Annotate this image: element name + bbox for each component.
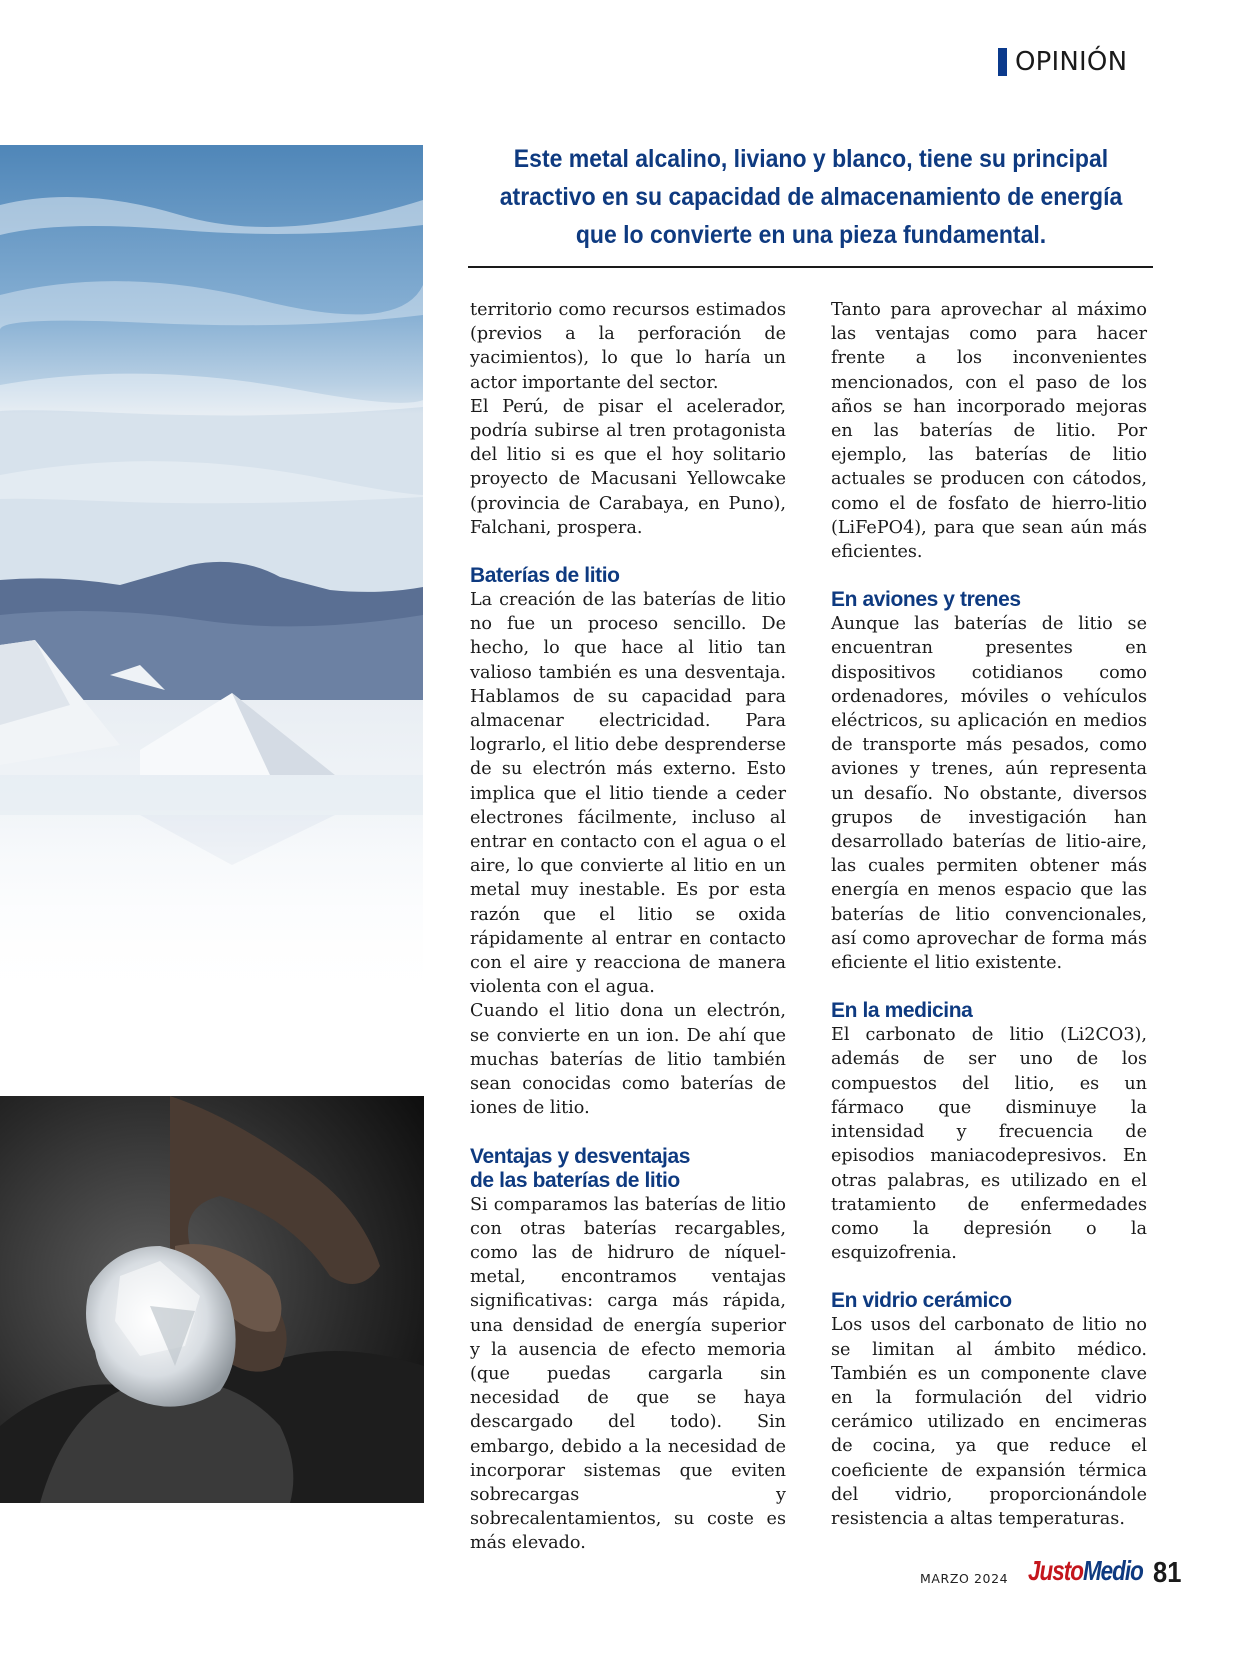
left-column — [470, 298, 786, 1556]
paragraph: Tanto para aprovechar al máximo las ventajas como para hacer frente a los inconvenientes mencionados, con el paso de los años se han incorporado mejoras en las baterías de litio. Por ejemplo, las baterías de litio actuales se producen con cátodos, como el de fosfato de hierro-litio (LiFePO4), para que sean aún más eficientes. — [831, 300, 1147, 563]
heading-vidrio: En vidrio cerámico — [831, 1289, 1012, 1313]
page-number: 81 — [1153, 1557, 1182, 1589]
heading-ventajas-line1: Ventajas y desventajas — [470, 1144, 691, 1168]
paragraph: Los usos del carbonato de litio no se limitan al ámbito médico. También es un componente clave en la formulación del vidrio cerámico utilizado en encimeras de cocina, ya que reduce el coeficiente de expansión térmica del vidrio, proporcionándole resistencia a altas temperaturas. — [831, 1315, 1147, 1529]
heading-ventajas — [470, 1145, 786, 1193]
paragraph: El Perú, de pisar el acelerador, podría subirse al tren protagonista del litio si es que el hoy solitario proyecto de Macusani Yellowcake (provincia de Carabaya, en Puno), Falchani, prospera. — [470, 396, 786, 538]
footer — [920, 1555, 1180, 1595]
logo-part-medio: Medio — [1082, 1555, 1143, 1586]
heading-aviones: En aviones y trenes — [831, 588, 1021, 612]
paragraph: Cuando el litio dona un electrón, se convierte en un ion. De ahí que muchas baterías de litio también sean conocidas como baterías de iones de litio. — [470, 1001, 786, 1119]
magazine-logo — [1028, 1555, 1143, 1587]
paragraph: territorio como recursos estimados (previos a la perforación de yacimientos), lo que lo haría un actor importante del sector. — [470, 300, 786, 393]
heading-ventajas-line2: de las baterías de litio — [470, 1168, 680, 1192]
pullquote-divider — [468, 266, 1153, 268]
paragraph: El carbonato de litio (Li2CO3), además de ser uno de los compuestos del litio, es un fármaco que disminuye la intensidad y frecuencia de episodios maniacodepresivos. En otras palabras, es utilizado en el tratamiento de enfermedades como la depresión o la esquizofrenia. — [831, 1025, 1147, 1264]
section-label: OPINIÓN — [1015, 47, 1128, 77]
paragraph: Aunque las baterías de litio se encuentran presentes en dispositivos cotidianos como ordenadores, móviles o vehículos eléctricos, su aplicación en medios de transporte más pesados, como aviones y trenes, aún representa un desafío. No obstante, diversos grupos de investigación han desarrollado baterías de litio-aire, las cuales permiten obtener más energía en menos espacio que las baterías de litio convencionales, así como aprovechar de forma más eficiente el litio existente. — [831, 614, 1147, 974]
pullquote: Este metal alcalino, liviano y blanco, tiene su principal atractivo en su capacidad de almacenamiento de energía que lo convierte en una pieza fundamental. — [499, 145, 1123, 249]
paragraph: Si comparamos las baterías de litio con otras baterías recargables, como las de hidruro de níquel-metal, encontramos ventajas significativas: carga más rápida, una densidad de energía superior y la ausencia de efecto memoria (que puedas cargarla sin necesidad de que se haya descargado del todo). Sin embargo, debido a la necesidad de incorporar sistemas que eviten sobrecargas y sobrecalentamientos, su coste es más elevado. — [470, 1194, 786, 1554]
salt-flat-photo — [0, 145, 423, 1005]
logo-part-justo: Justo — [1028, 1555, 1083, 1586]
heading-medicina: En la medicina — [831, 999, 973, 1023]
heading-baterias: Baterías de litio — [470, 564, 620, 588]
paragraph: La creación de las baterías de litio no fue un proceso sencillo. De hecho, lo que hace al litio tan valioso también es una desventaja. Hablamos de su capacidad para almacenar electricidad. Para lograrlo, el litio debe desprenderse de su electrón más externo. Esto implica que el litio tiende a ceder electrones fácilmente, incluso al entrar en contacto con el agua o el aire, lo que convierte al litio en un metal muy inestable. Es por esta razón que el litio se oxida rápidamente al entrar en contacto con el aire y reacciona de manera violenta con el agua. — [470, 590, 786, 998]
lithium-crystal-photo — [0, 1096, 424, 1503]
section-tag — [998, 48, 1127, 76]
right-column — [831, 298, 1147, 1531]
section-bar — [998, 48, 1007, 76]
footer-date: MARZO 2024 — [920, 1571, 1009, 1586]
